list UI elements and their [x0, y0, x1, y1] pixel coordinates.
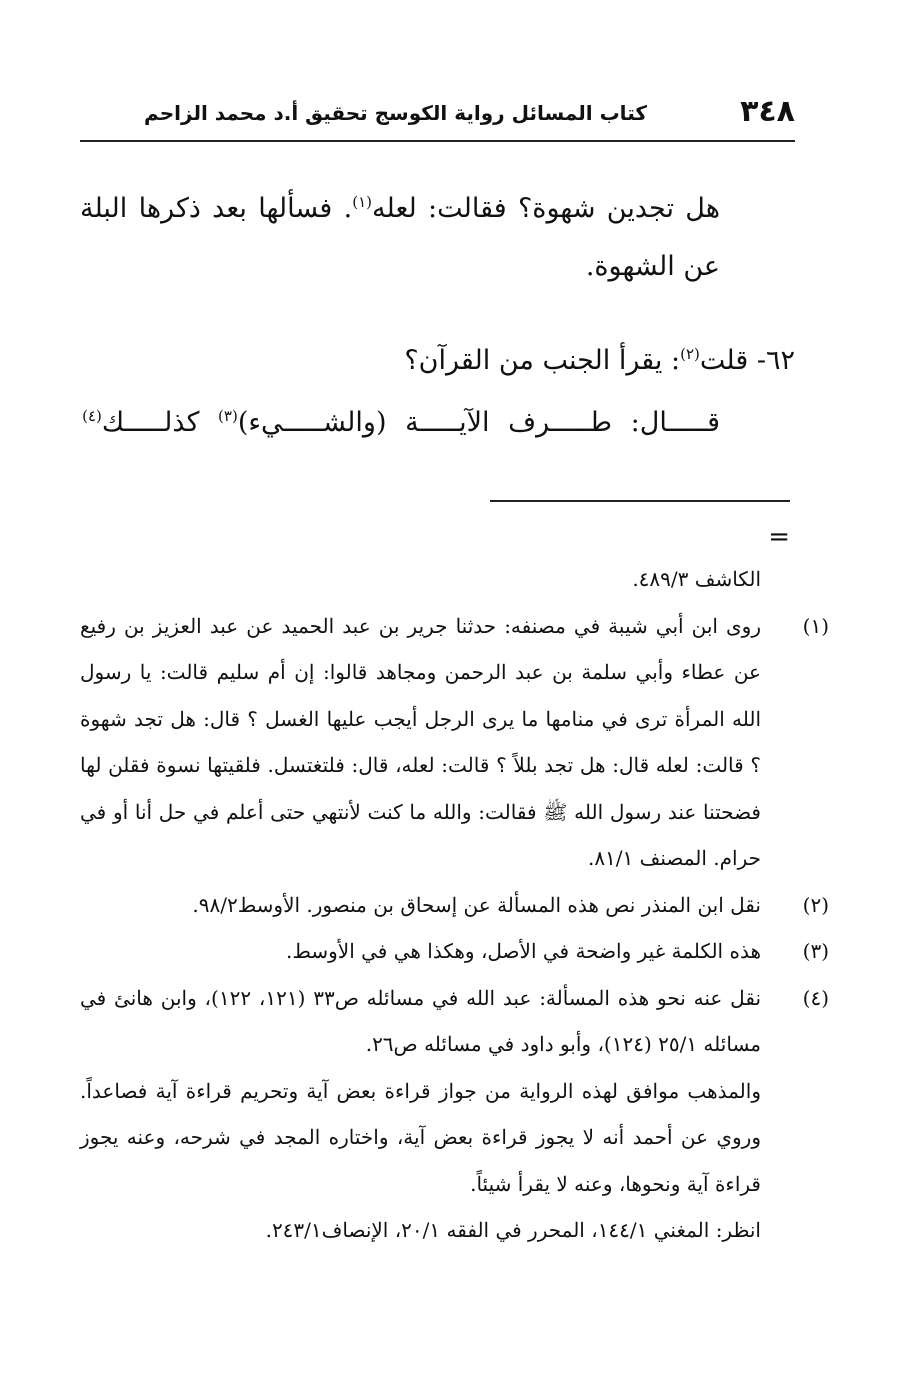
page-header: [80, 92, 795, 138]
page-number: ٣٤٨: [740, 94, 795, 129]
footnote-number-4: (٤): [802, 985, 830, 1010]
body-text-continued: . فسألها بعد ذكرها البلة عن الشهوة.: [80, 193, 720, 282]
footnote-2: [80, 882, 829, 929]
question-prefix: ٦٢- قلت: [699, 345, 795, 376]
footnote-text-1: روى ابن أبي شيبة في مصنفه: حدثنا جرير بن عبد الحميد عن عبد العزيز بن رفيع عن عطاء وأبي سلمة بن عبد الرحمن ومجاهد قالوا: إن أم سليم قالت: يا رسول الله المرأة ترى في منامها ما يرى الرجل أيجب عليها الغسل ؟ قال: هل تجد شهوة ؟ قالت: لعله قال: هل تجد بللاً ؟ قالت: لعله، قال: فلتغتسل. فلقيتها نسوة فقلن لها فضحتنا عند رسول الله ﷺ فقالت: والله ما كنت لأنتهي حتى أعلم في حل أنا أو في حرام. المصنف ٨١/١.: [80, 613, 761, 870]
continuation-mark: =: [768, 522, 790, 552]
answer-text-a: قـــــال: طـــــرف الآيـــــة (والشـــــيء): [237, 407, 720, 438]
footnotes-section: [80, 556, 830, 1254]
footnote-4: [80, 975, 830, 1068]
footnote-3: [80, 928, 829, 975]
footnote-ref-1: (١): [352, 193, 373, 211]
footnote-text-3: هذه الكلمة غير واضحة في الأصل، وهكذا هي في الأوسط.: [286, 939, 761, 963]
footnote-number-1: (١): [802, 613, 829, 638]
body-paragraph: [80, 180, 720, 296]
question-62: [80, 336, 795, 386]
footnote-4-paragraph-2: والمذهب موافق لهذه الرواية من جواز قراءة بعض آية وتحريم قراءة آية فصاعداً. وروي عن أحمد أنه لا يجوز قراءة بعض آية، واختاره المجد في شرحه، وعنه يجوز قراءة آية ونحوها، وعنه لا يقرأ شيئاً.: [80, 1078, 761, 1196]
footnote-continuation: الكاشف ٤٨٩/٣.: [632, 567, 761, 591]
footnote-4-paragraph-3: انظر: المغني ١٤٤/١، المحرر في الفقه ٢٠/١، الإنصاف٢٤٣/١.: [265, 1218, 761, 1242]
book-title: كتاب المسائل رواية الكوسج تحقيق أ.د محمد الزاحم: [144, 101, 647, 125]
answer-text-b: كذلـــــك: [101, 407, 219, 438]
footnote-ref-2: (٢): [680, 345, 700, 363]
footnote-number-2: (٢): [802, 892, 829, 917]
footnote-text-2: نقل ابن المنذر نص هذه المسألة عن إسحاق بن منصور. الأوسط٩٨/٢.: [192, 892, 761, 917]
footnote-text-4: نقل عنه نحو هذه المسألة: عبد الله في مسائله ص٣٣ (١٢١، ١٢٢)، وابن هانئ في مسائله ٢٥/١ (١٢٤)، وأبو داود في مسائله ص٢٦.: [80, 985, 762, 1056]
footnote-1: [80, 603, 829, 882]
footnote-ref-3: (٣): [218, 407, 238, 425]
question-text: : يقرأ الجنب من القرآن؟: [404, 345, 681, 376]
header-divider: [80, 140, 795, 142]
footnote-ref-4: (٤): [82, 407, 102, 425]
answer-62: [80, 398, 720, 448]
footnote-separator: [490, 500, 790, 502]
body-text: هل تجدين شهوة؟ فقالت: لعله: [372, 193, 720, 224]
footnote-number-3: (٣): [802, 939, 829, 963]
